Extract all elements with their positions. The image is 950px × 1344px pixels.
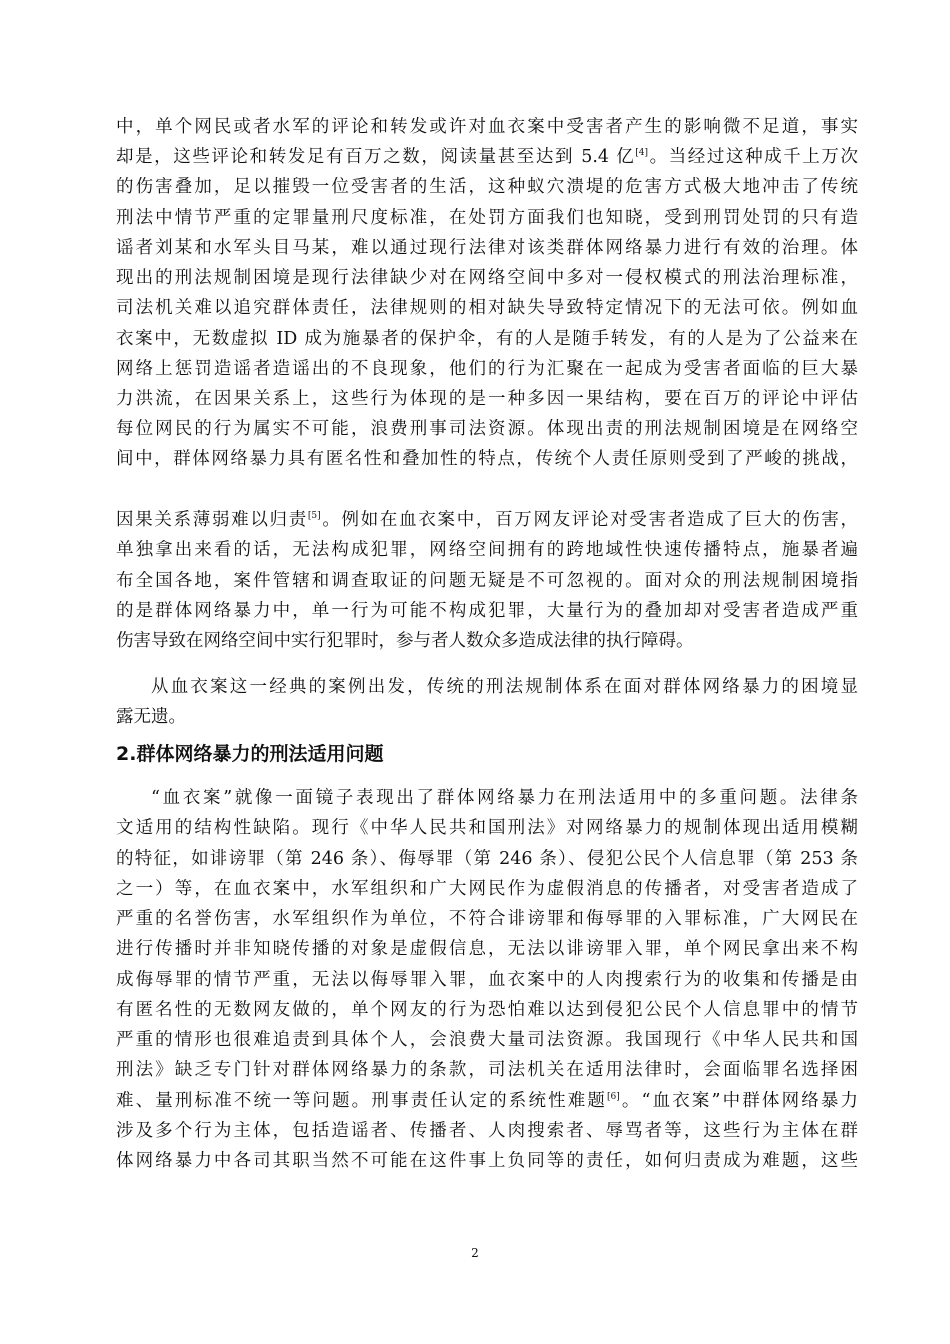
text-line — [116, 142, 858, 172]
text-segment: 却是，这些评论和转发足有百万之数，阅读量甚至达到 5.4 亿 — [116, 147, 636, 167]
text-line: 谣者刘某和水军头目马某，难以通过现行法律对该类群体网络暴力进行有效的治理。体 — [116, 238, 858, 258]
text-line: “血衣案”就像一面镜子表现出了群体网络暴力在刑法适用中的多重问题。法律条 — [151, 788, 858, 808]
text-line: 间中，群体网络暴力具有匿名性和叠加性的特点，传统个人责任原则受到了严峻的挑战， — [116, 449, 858, 469]
text-line: 的伤害叠加，足以摧毁一位受害者的生活，这种蚁穴溃堤的危害方式极大地冲击了传统 — [116, 177, 858, 197]
text-line: 进行传播时并非知晓传播的对象是虚假信息，无法以诽谤罪入罪，单个网民拿出来不构 — [116, 939, 858, 959]
text-line: 衣案中，无数虚拟 ID 成为施暴者的保护伞，有的人是随手转发，有的人是为了公益来在 — [116, 329, 858, 349]
text-line — [116, 505, 858, 535]
text-line: 网络上惩罚造谣者造谣出的不良现象，他们的行为汇聚在一起成为受害者面临的巨大暴 — [116, 359, 858, 379]
citation-ref: [4] — [635, 148, 649, 158]
text-segment: 。“血衣案”中群体网络暴力 — [619, 1091, 858, 1111]
section-heading: 2.群体网络暴力的刑法适用问题 — [116, 743, 384, 765]
text-line: 刑法中情节严重的定罪量刑尺度标准，在处罚方面我们也知晓，受到刑罚处罚的只有造 — [116, 208, 858, 228]
text-line: 严重的名誉伤害，水军组织作为单位，不符合诽谤罪和侮辱罪的入罪标准，广大网民在 — [116, 909, 858, 929]
text-line: 力洪流，在因果关系上，这些行为体现的是一种多因一果结构，要在百万的评论中评估 — [116, 389, 858, 409]
text-line: 成侮辱罪的情节严重，无法以侮辱罪入罪，血衣案中的人肉搜索行为的收集和传播是由 — [116, 970, 858, 990]
text-line — [116, 1086, 858, 1116]
text-line: 严重的情形也很难追责到具体个人，会浪费大量司法资源。我国现行《中华人民共和国 — [116, 1030, 858, 1050]
page-number: 2 — [471, 1246, 479, 1260]
text-line: 的是群体网络暴力中，单一行为可能不构成犯罪，大量行为的叠加却对受害者造成严重 — [116, 601, 858, 621]
text-line: 露无遗。 — [116, 707, 186, 727]
text-line: 文适用的结构性缺陷。现行《中华人民共和国刑法》对网络暴力的规制体现出适用模糊 — [116, 818, 858, 838]
text-line: 的特征，如诽谤罪（第 246 条）、侮辱罪（第 246 条）、侵犯公民个人信息罪（第 253 条 — [116, 849, 858, 869]
text-segment: 。例如在血衣案中，百万网友评论对受害者造成了巨大的伤害， — [320, 510, 859, 530]
text-line: 现出的刑法规制困境是现行法律缺少对在网络空间中多对一侵权模式的刑法治理标准， — [116, 268, 858, 288]
text-line: 体网络暴力中各司其职当然不可能在这件事上负同等的责任，如何归责成为难题，这些 — [116, 1151, 858, 1171]
text-segment: 。当经过这种成千上万次 — [648, 147, 858, 167]
text-line: 刑法》缺乏专门针对群体网络暴力的条款，司法机关在适用法律时，会面临罪名选择困 — [116, 1060, 858, 1080]
text-line: 司法机关难以追究群体责任，法律规则的相对缺失导致特定情况下的无法可依。例如血 — [116, 298, 858, 318]
text-line: 布全国各地，案件管辖和调查取证的问题无疑是不可忽视的。面对众的刑法规制困境指 — [116, 571, 858, 591]
text-line: 从血衣案这一经典的案例出发，传统的刑法规制体系在面对群体网络暴力的困境显 — [151, 677, 858, 697]
text-line: 有匿名性的无数网友做的，单个网友的行为恐怕难以达到侵犯公民个人信息罪中的情节 — [116, 1000, 858, 1020]
citation-ref: [5] — [307, 511, 321, 521]
citation-ref: [6] — [607, 1092, 620, 1102]
text-line: 单独拿出来看的话，无法构成犯罪，网络空间拥有的跨地域性快速传播特点，施暴者遍 — [116, 540, 858, 560]
text-line: 伤害导致在网络空间中实行犯罪时，参与者人数众多造成法律的执行障碍。 — [116, 631, 694, 651]
text-line: 每位网民的行为属实不可能，浪费刑事司法资源。体现出责的刑法规制困境是在网络空 — [116, 419, 858, 439]
text-line: 中，单个网民或者水军的评论和转发或许对血衣案中受害者产生的影响微不足道，事实 — [116, 117, 858, 137]
text-line: 之一）等，在血衣案中，水军组织和广大网民作为虚假消息的传播者，对受害者造成了 — [116, 879, 858, 899]
text-line: 涉及多个行为主体，包括造谣者、传播者、人肉搜索者、辱骂者等，这些行为主体在群 — [116, 1121, 858, 1141]
text-segment: 难、量刑标准不统一等问题。刑事责任认定的系统性难题 — [116, 1091, 608, 1111]
text-segment: 因果关系薄弱难以归责 — [116, 510, 308, 530]
